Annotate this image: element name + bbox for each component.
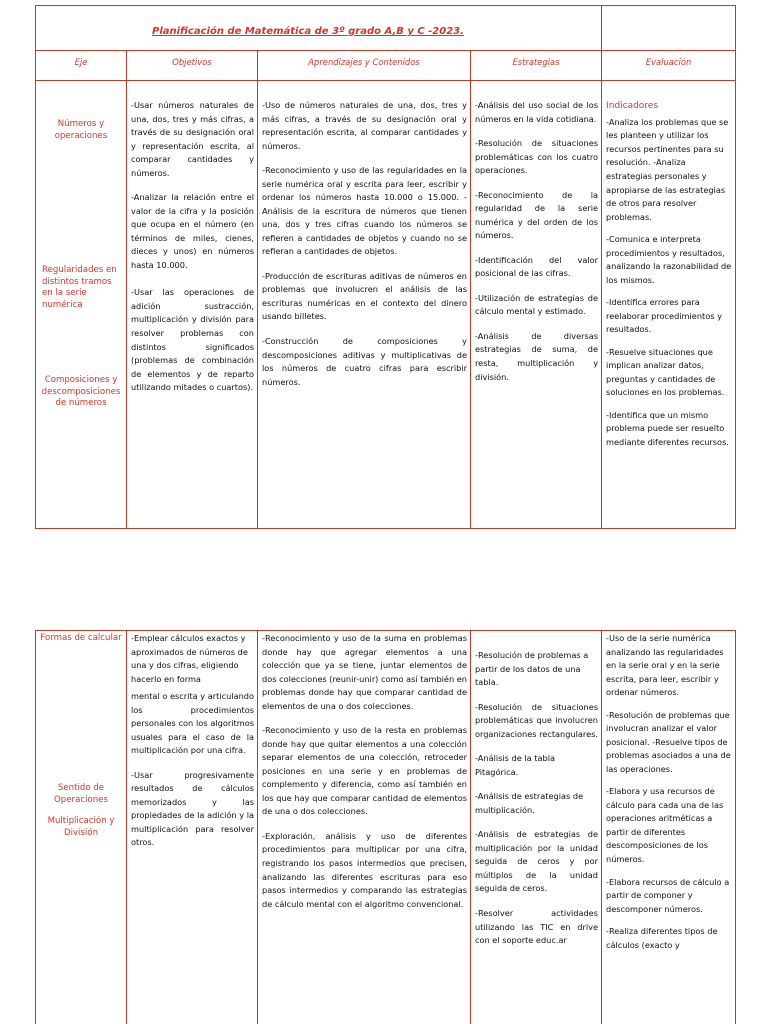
header-objetivos: Objetivos — [127, 51, 258, 81]
estrategia-item: -Resolución de situaciones problemáticas con los cuatro operaciones. — [475, 138, 599, 176]
evaluacion-item: -Uso de la serie numérica analizando las regularidades en la serie oral y en la serie escrita, para leer, escribir y ordenar números. — [606, 633, 724, 698]
evaluacion-item: -Analiza los problemas que se les planteen y utilizar los recursos pertinentes para su resolución. -Analiza estrategias personales y apropiarse de las estrategias de otros para resolver problemas. — [606, 116, 729, 222]
estrategia-item: -Utilización de estrategias de cálculo mental y estimado. — [475, 292, 599, 317]
aprendizajes-cell — [258, 81, 471, 529]
estrategia-item: -Análisis de diversas estrategias de suma, de resta, multiplicación y división. — [475, 330, 599, 382]
estrategia-item: -Resolver actividades utilizando las TIC en drive con el soporte educ.ar — [475, 907, 598, 946]
title-cell — [36, 6, 602, 51]
objetivos-cell — [127, 81, 258, 529]
estrategia-item: -Identificación del valor posicional de las cifras. — [475, 254, 599, 279]
evaluacion-item: -Realiza diferentes tipos de cálculos (exacto y — [606, 926, 718, 950]
evaluacion-item: -Resolución de problemas que involucran analizar el valor posicional. -Resuelve tipos de problemas asociados a una de las operaciones. — [606, 709, 731, 774]
eje-multiplicacion-division: Multiplicación y División — [47, 816, 115, 838]
document-title: Planificación de Matemática de 3º grado A,B y C -2023. — [152, 26, 464, 37]
objetivo-item: -Usar las operaciones de adición sustracción, multiplicación y división para resolver problemas con distintos significados (problemas de combinación de elementos y de reparto utilizando mitades o cuartos). — [131, 287, 254, 393]
objetivos-cell — [127, 631, 258, 1024]
header-estrategias: Estrategias — [471, 51, 602, 81]
aprendizaje-item: -Producción de escrituras aditivas de números en problemas que involucren el análisis de las escrituras numéricas en el contexto del dinero usando billetes. — [262, 270, 467, 322]
estrategia-item: -Resolución de problemas a partir de los datos de una tabla. — [475, 650, 589, 688]
eje-sentido-operaciones: Sentido de Operaciones — [54, 783, 108, 805]
aprendizaje-item: -Reconocimiento y uso de las regularidades en la serie numérica oral y escrita para leer, escribir y ordenar los números hasta 10.000 o 15.000. -Análisis de la escritura de números que tienen una, dos y tres cifras cuando los números se refieren a cantidades de objetos y cuando no se refieran a cantidades de objetos. — [262, 165, 467, 257]
planning-table-1 — [35, 5, 736, 529]
aprendizaje-item: -Reconocimiento y uso de la suma en problemas donde hay que agregar elementos a una colección que ya se tiene, juntar elementos de dos colecciones (reunir-unir) como así también en problemas donde hay que comparar cantidad de elementos de una o dos colecciones. — [262, 633, 467, 711]
evaluacion-item: -Elabora y usa recursos de cálculo para cada una de las operaciones aritméticas a partir de diferentes descomposiciones de los números. — [606, 786, 724, 864]
aprendizajes-cell — [258, 631, 471, 1024]
eje-cell — [36, 631, 127, 1024]
evaluacion-item: -Comunica e interpreta procedimientos y resultados, analizando la razonabilidad de los mismos. — [606, 234, 732, 285]
objetivo-item: -Usar progresivamente resultados de cálculos memorizados y las propiedades de la adición y la multiplicación para resolver otros. — [131, 769, 254, 848]
objetivo-item: mental o escrita y articulando los procedimientos personales con los algoritmos usuales para el caso de la multiplicación por una cifra. — [131, 691, 254, 756]
eje-regularidades: Regularidades en distintos tramos en la serie numérica — [42, 265, 117, 310]
evaluacion-item: -Identifica que un mismo problema puede ser resuelto mediante diferentes recursos. — [606, 409, 729, 447]
evaluacion-item: -Identifica errores para reelaborar procedimientos y resultados. — [606, 297, 722, 335]
evaluacion-item: -Elabora recursos de cálculo a partir de componer y descomponer números. — [606, 876, 730, 914]
title-empty-cell — [602, 6, 736, 51]
estrategia-item: -Análisis de estrategias de multiplicación por la unidad seguida de ceros y por múltiplos de la unidad seguida de ceros. — [475, 829, 598, 894]
evaluacion-cell — [602, 81, 736, 529]
estrategia-item: -Análisis del uso social de los números en la vida cotidiana. — [475, 100, 599, 124]
header-evaluacion: Evaluación — [602, 51, 736, 81]
header-eje: Eje — [36, 51, 127, 81]
objetivo-item: -Emplear cálculos exactos y aproximados de números de una y dos cifras, eligiendo hacerlo en forma — [131, 633, 248, 684]
aprendizaje-item: -Uso de números naturales de una, dos, tres y más cifras, a través de su designación oral y representación escrita, al comparar cantidades y números. — [262, 100, 467, 151]
eje-numeros-operaciones: Números y operaciones — [54, 119, 108, 141]
aprendizaje-item: -Construcción de composiciones y descomposiciones aditivas y multiplicativas de los números de cuatro cifras para escribir números. — [262, 335, 467, 387]
objetivo-item: -Analizar la relación entre el valor de la cifra y la posición que ocupa en el número (en términos de miles, cienes, dieces y unos) en números hasta 10.000. — [131, 192, 254, 270]
estrategias-cell — [471, 81, 602, 529]
evaluacion-item: -Resuelve situaciones que implican analizar datos, preguntas y cantidades de soluciones en los problemas. — [606, 346, 725, 398]
planning-table-2 — [35, 630, 736, 1024]
eje-cell — [36, 81, 127, 529]
aprendizaje-item: -Exploración, análisis y uso de diferentes procedimientos para multiplicar por una cifra, registrando los pasos intermedios que precisen, analizando las diferentes escrituras para eso pasos intermedios y comparando las estrategias de cálculo mental con el algoritmo convencional. — [262, 830, 467, 909]
eje-formas-calcular: Formas de calcular — [40, 633, 122, 643]
evaluacion-cell — [602, 631, 736, 1024]
estrategia-item: -Resolución de situaciones problemáticas que involucren organizaciones rectangulares. — [475, 701, 599, 739]
estrategias-cell — [471, 631, 602, 1024]
header-aprendizajes: Aprendizajes y Contenidos — [258, 51, 471, 81]
aprendizaje-item: -Reconocimiento y uso de la resta en problemas donde hay que quitar elementos a una colección separar elementos de una colección, retroceder posiciones en una serie y en problemas de complemento y diferencia, como así también en los que hay que comparar cantidad de elementos de una o dos colecciones. — [262, 725, 467, 817]
estrategia-item: -Reconocimiento de la regularidad de la serie numérica y del orden de los números. — [475, 189, 599, 241]
indicadores-label: Indicadores — [606, 101, 659, 111]
objetivo-item: -Usar números naturales de una, dos, tres y más cifras, a través de su designación oral y representación escrita, al comparar cantidades y números. — [131, 100, 254, 178]
estrategia-item: -Análisis de estrategias de multiplicación. — [475, 791, 584, 815]
eje-composiciones: Composiciones y descomposiciones de números — [41, 375, 121, 409]
estrategia-item: -Análisis de la tabla Pitagórica. — [475, 753, 555, 777]
